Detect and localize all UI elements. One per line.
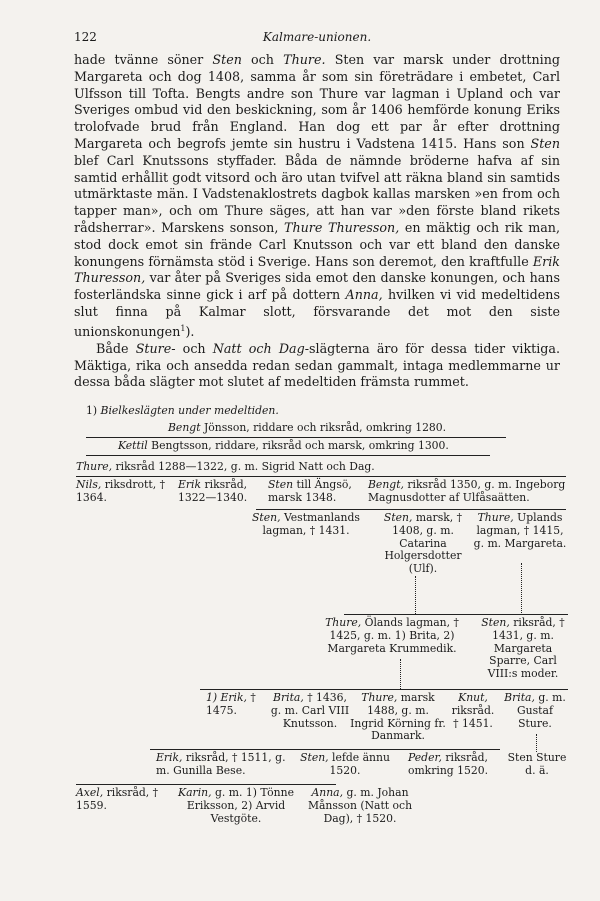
text-run: Sten var marsk under drottning Margareta och dog 1408, samma år som sin företrädare i embetet, Carl Ulfsson till Tofta. Bengts andre son Thure var lagman i Upland och var Sveriges ombud vid den beskickning, som år 1406 hemförde konung Eriks trolofvade brud från England. Han dog ett par år efter drottning Margareta och begrofs jemte sin hustru i Vadstena 1415. Hans son (74, 52, 561, 151)
emphasized-name: Thure Thuresson, (284, 219, 400, 235)
emphasized-name: Natt och Dag (212, 340, 305, 356)
genealogy-dotted-line (536, 734, 537, 752)
node-anna: Anna, g. m. Johan Månsson (Natt och Dag), † 1520. (307, 786, 413, 825)
node-erik-1475: 1) Erik, † 1475. (206, 691, 256, 717)
node-peder: Peder, riksråd, omkring 1520. (407, 751, 489, 777)
text-run: hade tvänne söner (74, 52, 213, 67)
footnote-title (86, 405, 279, 418)
text-run: och (241, 52, 284, 67)
node-knut: Knut, riksråd. † 1451. (451, 691, 495, 730)
genealogy-line (256, 509, 566, 510)
body-text (74, 52, 560, 391)
paragraph-2 (74, 341, 560, 391)
genealogy-dotted-line (521, 563, 522, 615)
running-title: Kalmare-unionen. (262, 30, 372, 44)
emphasized-name: Erik Thuresson, (74, 253, 560, 286)
text-run: och (175, 340, 213, 356)
genealogy-dotted-line (415, 576, 416, 614)
genealogy-line (86, 437, 506, 438)
paragraph-1 (74, 52, 560, 341)
genealogy-line (200, 689, 568, 690)
node-erik-1511: Erik, riksråd, † 1511, g. m. Gunilla Bese. (156, 751, 286, 777)
footnote-title-text: Bielkeslägten under medeltiden. (100, 404, 279, 417)
emphasized-name: Sten (212, 52, 242, 67)
node-sten-marsk: Sten, marsk, † 1408, g. m. Catarina Holgersdotter (Ulf). (383, 511, 463, 576)
emphasized-name: Thure. (283, 52, 326, 67)
genealogy-line (344, 614, 568, 615)
node-sten-1520: Sten, lefde ännu 1520. (300, 751, 390, 777)
footnote-marker: 1) (86, 404, 98, 417)
node-thure-upland: Thure, Uplands lagman, † 1415, g. m. Margareta. (473, 511, 567, 550)
emphasized-name: Sten (530, 135, 560, 151)
text-run: hvilken vi vid medeltidens slut finna på Kalmar slott, försvarande det mot den siste unionskonungen (74, 287, 560, 339)
node-thure-marsk-1488: Thure, marsk 1488, g. m. Ingrid Körning fr. Danmark. (350, 691, 446, 743)
genealogy-line (150, 749, 500, 750)
node-brita-1436: Brita, † 1436, g. m. Carl VIII Knutsson. (270, 691, 350, 730)
page-number: 122 (74, 30, 97, 44)
footnote-reference: 1 (180, 323, 186, 333)
node-karin: Karin, g. m. 1) Tönne Eriksson, 2) Arvid Vestgöte. (178, 786, 294, 825)
node-thure-1288: Thure, riksråd 1288—1322, g. m. Sigrid Natt och Dag. (76, 460, 375, 473)
genealogy-line (86, 455, 490, 456)
node-bengt-jonsson: Bengt Jönsson, riddare och riksråd, omkring 1280. (168, 421, 447, 434)
node-sten-sture: Sten Sture d. ä. (507, 751, 567, 777)
emphasized-name: Anna, (345, 287, 383, 303)
genealogy-line (76, 784, 336, 785)
node-thure-oland: Thure, Ölands lagman, † 1425, g. m. 1) Brita, 2) Margareta Krummedik. (325, 616, 459, 655)
node-erik-1322: Erik riksråd, 1322—1340. (178, 478, 248, 504)
text-run: Både (96, 340, 136, 356)
node-sten-riksrad-1431: Sten, riksråd, † 1431, g. m. Margareta Sparre, Carl VIII:s moder. (481, 616, 565, 681)
node-bengt-1350: Bengt, riksråd 1350, g. m. Ingeborg Magnusdotter af Ulfåsaätten. (368, 478, 566, 504)
node-nils: Nils, riksdrott, † 1364. (76, 478, 165, 504)
node-brita-sture: Brita, g. m. Gustaf Sture. (504, 691, 566, 730)
node-axel: Axel, riksråd, † 1559. (76, 786, 159, 812)
text-run: ). (185, 323, 195, 339)
node-sten-angso: Sten till Ängsö, marsk 1348. (268, 478, 352, 504)
text-run: en mäktig och rik man, stod dock emot sin frände Carl Knutsson och var ett bland den danske konungens förnämsta stöd i Sverige. Hans son deremot, den kraftfulle (74, 219, 561, 269)
node-kettil: Kettil Bengtsson, riddare, riksråd och marsk, omkring 1300. (118, 439, 449, 452)
node-sten-vestmanland: Sten, Vestmanlands lagman, † 1431. (252, 511, 360, 537)
text-run: var åter på Sveriges sida emot den danske konungen, och hans fosterländska sinne gick i arf på dottern (74, 270, 560, 303)
genealogy-line (76, 476, 566, 477)
text-run: blef Carl Knutssons styffader. Båda de nämnde bröderne hafva af sin samtid erhållit godt vitsord och äro utan tvifvel att räkna bland sin samtids utmärktaste män. I Vadstenaklostrets dagbok kallas marsken »en from och tapper man», och om Thure säges, att han var »den förste bland rikets rådsherrar». Marskens sonson, (74, 152, 560, 235)
genealogy-dotted-line (400, 659, 401, 689)
emphasized-name: Sture- (135, 340, 176, 356)
text-run: -slägterna äro för dessa tider viktiga. Mäktiga, rika och ansedda redan sedan gammalt, intaga medlemmarne ur dessa båda slägter mot slutet af medeltiden främsta rummet. (74, 340, 561, 390)
